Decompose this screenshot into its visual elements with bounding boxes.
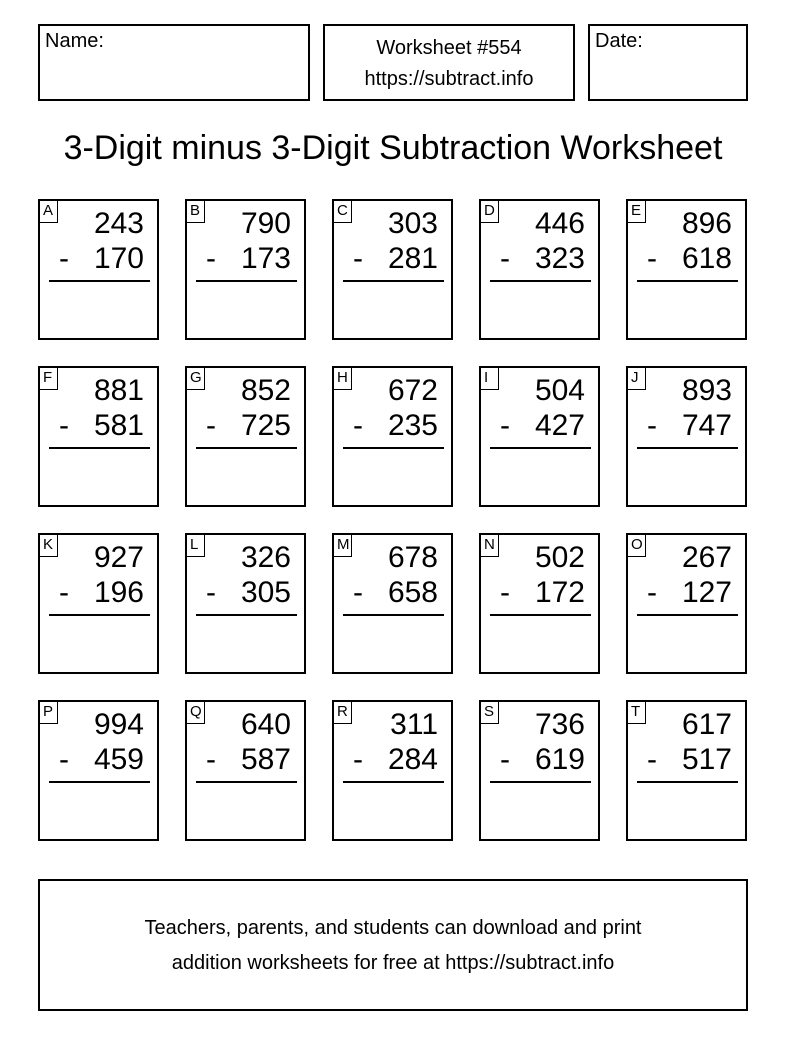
problem-card-g — [185, 366, 306, 507]
problem-card-t — [626, 700, 747, 841]
subtrahend: 658 — [387, 576, 438, 609]
minus-sign: - — [500, 576, 510, 609]
subtrahend: 323 — [534, 242, 585, 275]
name-label: Name: — [45, 30, 104, 52]
problem-card-f — [38, 366, 159, 507]
worksheet-number: Worksheet #554 — [376, 37, 522, 59]
problem-letter: O — [627, 534, 646, 557]
problem-card-r — [332, 700, 453, 841]
problem-card-o — [626, 533, 747, 674]
problem-card-k — [38, 533, 159, 674]
minuend: 927 — [93, 541, 144, 574]
subtrahend: 172 — [534, 576, 585, 609]
minuend: 617 — [681, 708, 732, 741]
subtrahend: 170 — [93, 242, 144, 275]
footer-line-1: Teachers, parents, and students can download and print — [144, 917, 642, 939]
problem-card-a — [38, 199, 159, 340]
subtrahend: 196 — [93, 576, 144, 609]
problem-card-n — [479, 533, 600, 674]
problem-card-s — [479, 700, 600, 841]
problem-card-i — [479, 366, 600, 507]
problem-letter: N — [480, 534, 499, 557]
problem-letter: M — [333, 534, 352, 557]
problem-letter: T — [627, 701, 646, 724]
answer-line — [490, 280, 591, 282]
minus-sign: - — [647, 576, 657, 609]
minuend: 994 — [93, 708, 144, 741]
answer-line — [637, 781, 738, 783]
subtrahend: 305 — [240, 576, 291, 609]
footer-line-2: addition worksheets for free at https://subtract.info — [171, 952, 615, 974]
minus-sign: - — [647, 409, 657, 442]
minus-sign: - — [206, 242, 216, 275]
minuend: 446 — [534, 207, 585, 240]
minuend: 502 — [534, 541, 585, 574]
subtrahend: 281 — [387, 242, 438, 275]
problem-card-j — [626, 366, 747, 507]
subtrahend: 235 — [387, 409, 438, 442]
minuend: 893 — [681, 374, 732, 407]
problem-card-q — [185, 700, 306, 841]
minuend: 243 — [93, 207, 144, 240]
problem-letter: E — [627, 200, 646, 223]
minus-sign: - — [59, 409, 69, 442]
answer-line — [343, 614, 444, 616]
minus-sign: - — [500, 242, 510, 275]
answer-line — [196, 781, 297, 783]
minuend: 311 — [390, 708, 438, 741]
answer-line — [637, 447, 738, 449]
minuend: 852 — [240, 374, 291, 407]
minus-sign: - — [500, 409, 510, 442]
answer-line — [49, 614, 150, 616]
problem-card-l — [185, 533, 306, 674]
minuend: 326 — [240, 541, 291, 574]
answer-line — [49, 280, 150, 282]
answer-line — [196, 614, 297, 616]
date-field-box — [588, 24, 748, 101]
minus-sign: - — [353, 743, 363, 776]
minuend: 896 — [681, 207, 732, 240]
answer-line — [490, 447, 591, 449]
answer-line — [49, 781, 150, 783]
subtrahend: 587 — [240, 743, 291, 776]
problem-letter: D — [480, 200, 499, 223]
subtrahend: 173 — [240, 242, 291, 275]
problem-letter: H — [333, 367, 352, 390]
minuend: 640 — [240, 708, 291, 741]
answer-line — [196, 280, 297, 282]
problem-letter: F — [39, 367, 58, 390]
minuend: 881 — [93, 374, 144, 407]
footer-box — [38, 879, 748, 1011]
problem-card-p — [38, 700, 159, 841]
answer-line — [637, 614, 738, 616]
minus-sign: - — [353, 242, 363, 275]
minus-sign: - — [500, 743, 510, 776]
answer-line — [49, 447, 150, 449]
subtrahend: 581 — [93, 409, 144, 442]
minus-sign: - — [59, 576, 69, 609]
subtrahend: 284 — [387, 743, 438, 776]
subtrahend: 618 — [681, 242, 732, 275]
problem-letter: B — [186, 200, 205, 223]
subtrahend: 725 — [240, 409, 291, 442]
page-title: 3-Digit minus 3-Digit Subtraction Worksheet — [63, 129, 723, 167]
minuend: 790 — [240, 207, 291, 240]
worksheet-url: https://subtract.info — [364, 68, 534, 90]
minuend: 504 — [534, 374, 585, 407]
problem-letter: I — [480, 367, 499, 390]
problem-letter: R — [333, 701, 352, 724]
subtrahend: 517 — [681, 743, 732, 776]
answer-line — [343, 781, 444, 783]
subtrahend: 459 — [93, 743, 144, 776]
date-label: Date: — [595, 30, 643, 52]
problem-letter: C — [333, 200, 352, 223]
problem-card-h — [332, 366, 453, 507]
problem-letter: J — [627, 367, 646, 390]
worksheet-id-box — [323, 24, 575, 101]
problem-letter: P — [39, 701, 58, 724]
minuend: 736 — [534, 708, 585, 741]
minus-sign: - — [206, 409, 216, 442]
problem-letter: L — [186, 534, 205, 557]
answer-line — [343, 447, 444, 449]
answer-line — [196, 447, 297, 449]
answer-line — [490, 781, 591, 783]
problem-card-c — [332, 199, 453, 340]
minuend: 672 — [387, 374, 438, 407]
subtrahend: 127 — [681, 576, 732, 609]
problem-card-b — [185, 199, 306, 340]
problem-letter: S — [480, 701, 499, 724]
problem-card-d — [479, 199, 600, 340]
problem-letter: G — [186, 367, 205, 390]
answer-line — [637, 280, 738, 282]
problem-letter: A — [39, 200, 58, 223]
minuend: 678 — [387, 541, 438, 574]
subtrahend: 427 — [534, 409, 585, 442]
answer-line — [343, 280, 444, 282]
minus-sign: - — [353, 576, 363, 609]
minus-sign: - — [206, 743, 216, 776]
subtrahend: 619 — [534, 743, 585, 776]
problem-letter: Q — [186, 701, 205, 724]
answer-line — [490, 614, 591, 616]
minus-sign: - — [59, 743, 69, 776]
minuend: 303 — [387, 207, 438, 240]
subtrahend: 747 — [681, 409, 732, 442]
minus-sign: - — [206, 576, 216, 609]
minus-sign: - — [59, 242, 69, 275]
minus-sign: - — [353, 409, 363, 442]
minus-sign: - — [647, 242, 657, 275]
minus-sign: - — [647, 743, 657, 776]
problem-card-e — [626, 199, 747, 340]
problem-letter: K — [39, 534, 58, 557]
name-field-box — [38, 24, 310, 101]
problem-card-m — [332, 533, 453, 674]
minuend: 267 — [681, 541, 732, 574]
